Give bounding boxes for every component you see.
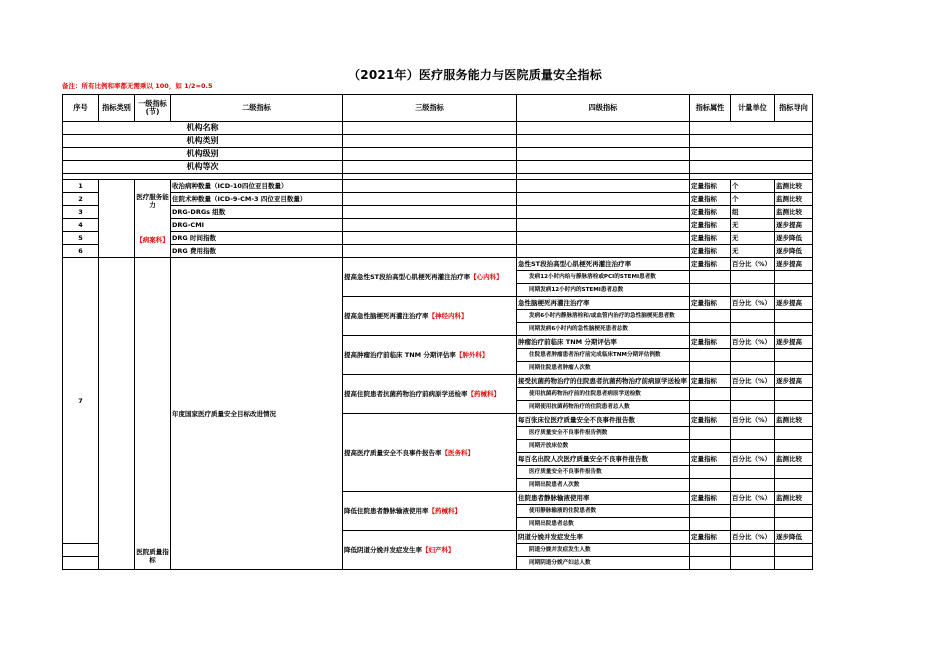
row-seq: 3 (78, 208, 83, 216)
group-unit: 百分比（%） (732, 533, 772, 541)
group-level3: 降低阴道分娩并发症发生率 【妇产科】 (344, 546, 455, 554)
group-level4: 发病12小时内给与静脉溶栓或PCI的STEMI患者数 (529, 274, 656, 280)
row-unit: 个 (732, 195, 739, 203)
group-level4: 同期发病6小时内的急性脑梗死患者总数 (529, 326, 628, 332)
group-dir: 监测比较 (776, 455, 802, 463)
row-level2: DRG-DRGs 组数 (172, 208, 226, 216)
group-level4: 同期开放床位数 (529, 443, 569, 449)
group-level4: 每百名出院人次医疗质量安全不良事件报告数 (518, 455, 648, 463)
row-seq: 1 (78, 182, 83, 190)
group-level4: 同期住院患者肿瘤人次数 (529, 365, 591, 371)
group-attr: 定量指标 (691, 494, 717, 502)
row7-level2: 年度国家医疗质量安全目标改进情况 (172, 409, 276, 418)
row-level2: DRG 费用指数 (172, 247, 216, 255)
group-level3: 提高急性ST段抬高型心肌梗死再灌注治疗率 【心内科】 (344, 273, 503, 281)
group-level4: 医疗质量安全不良事件报告数 (529, 469, 602, 475)
group-dir: 逐步提高 (776, 260, 802, 268)
note-text: 备注：所有比例和率都无需乘以 100，如 1/2=0.5 (62, 82, 213, 90)
category-service-capacity: 医疗服务能力 【病案科】 (136, 193, 169, 244)
category-quality: 医院质量指标 (136, 547, 169, 564)
row-seq: 2 (78, 195, 83, 203)
group-level3: 提高住院患者抗菌药物治疗前病原学送检率 【药械科】 (344, 390, 500, 398)
row-seq: 5 (78, 234, 83, 242)
group-level4: 阴道分娩并发症发生人数 (529, 547, 591, 553)
group-level4: 急性ST段抬高型心肌梗死再灌注治疗率 (518, 260, 632, 268)
group-level4: 同期出院患者人次数 (529, 482, 580, 488)
row-unit: 个 (732, 182, 739, 190)
row-dir: 逐步降低 (776, 234, 802, 242)
group-level4: 同期使用抗菌药物治疗的住院患者总人数 (529, 404, 630, 410)
group-level3: 提高急性脑梗死再灌注治疗率 【神经内科】 (344, 312, 468, 320)
group-unit: 百分比（%） (732, 416, 772, 424)
row7-seq: 7 (78, 396, 83, 405)
group-level3: 提高肿瘤治疗前临床 TNM 分期评估率 【肿外科】 (344, 351, 489, 359)
group-unit: 百分比（%） (732, 494, 772, 502)
row-level2: DRG 时间指数 (172, 234, 216, 242)
group-level3: 提高医疗质量安全不良事件报告率 【医务科】 (344, 448, 474, 457)
row-dir: 逐步降低 (776, 247, 802, 255)
group-level4: 阴道分娩并发症发生率 (518, 533, 583, 541)
org-row-label: 机构级别 (186, 149, 219, 158)
row-attr: 定量指标 (691, 247, 717, 255)
header-cat: 指标类别 (102, 103, 131, 112)
group-dir: 逐步降低 (776, 533, 802, 541)
row-seq: 6 (78, 247, 83, 255)
group-level4: 肿瘤治疗前临床 TNM 分期评估率 (518, 338, 617, 346)
row-attr: 定量指标 (691, 208, 717, 216)
row-attr: 定量指标 (691, 234, 717, 242)
group-dir: 逐步提高 (776, 299, 802, 307)
group-level3: 降低住院患者静脉输液使用率 【药械科】 (344, 507, 461, 515)
group-attr: 定量指标 (691, 299, 717, 307)
row-attr: 定量指标 (691, 182, 717, 190)
group-attr: 定量指标 (691, 533, 717, 541)
group-level4: 使用抗菌药物治疗前的住院患者病原学送检数 (529, 391, 641, 397)
row-seq: 4 (78, 221, 83, 229)
group-level4: 住院患者静脉输液使用率 (518, 494, 590, 502)
group-dir: 逐步提高 (776, 338, 802, 346)
group-level4: 接受抗菌药物治疗的住院患者抗菌药物治疗前病原学送检率 (518, 377, 687, 385)
group-attr: 定量指标 (691, 455, 717, 463)
group-unit: 百分比（%） (732, 455, 772, 463)
group-unit: 百分比（%） (732, 338, 772, 346)
row-attr: 定量指标 (691, 221, 717, 229)
header-attr: 指标属性 (695, 103, 725, 112)
group-level4: 住院患者肿瘤患者治疗前完成临床TNM分期评估例数 (529, 352, 661, 358)
group-dir: 监测比较 (776, 494, 802, 502)
indicator-table (62, 94, 812, 604)
page-title: （2021年）医疗服务能力与医院质量安全指标 (348, 68, 602, 82)
group-attr: 定量指标 (691, 338, 717, 346)
org-row-label: 机构等次 (186, 162, 219, 171)
group-dir: 逐步提高 (776, 377, 802, 385)
row-unit: 组 (732, 208, 739, 216)
group-level4: 每百张床位医疗质量安全不良事件报告数 (518, 416, 635, 424)
group-dir: 监测比较 (776, 416, 802, 424)
group-level4: 医疗质量安全不良事件报告例数 (529, 430, 608, 436)
group-unit: 百分比（%） (732, 377, 772, 385)
group-attr: 定量指标 (691, 260, 717, 268)
row-attr: 定量指标 (691, 195, 717, 203)
row-dir: 逐步提高 (776, 221, 802, 229)
header-seq: 序号 (73, 103, 88, 112)
row-unit: 无 (732, 234, 739, 242)
group-level4: 急性脑梗死再灌注治疗率 (518, 299, 590, 307)
header-l1: 一级指标(节) (138, 99, 167, 116)
header-l3: 三级指标 (415, 103, 444, 112)
row-dir: 监测比较 (776, 208, 802, 216)
group-unit: 百分比（%） (732, 299, 772, 307)
group-level4: 同期阴道分娩产妇总人数 (529, 560, 591, 566)
header-unit: 计量单位 (738, 103, 767, 112)
group-level4: 发病6小时内静脉溶栓和/或血管内治疗的急性脑梗死患者数 (529, 313, 675, 319)
row-dir: 监测比较 (776, 195, 802, 203)
row-level2: 收治病种数量（ICD-10四位亚目数量） (172, 182, 288, 190)
row-unit: 无 (732, 221, 739, 229)
group-attr: 定量指标 (691, 377, 717, 385)
group-level4: 使用静脉输液的住院患者数 (529, 508, 597, 514)
org-row-label: 机构名称 (186, 123, 219, 132)
row-dir: 监测比较 (776, 182, 802, 190)
row-level2: 住院术种数量（ICD-9-CM-3 四位亚目数量） (172, 195, 307, 203)
row-unit: 无 (732, 247, 739, 255)
group-level4: 同期出院患者总数 (529, 521, 574, 527)
row-level2: DRG-CMI (172, 221, 205, 229)
group-attr: 定量指标 (691, 416, 717, 424)
header-dir: 指标导向 (779, 103, 808, 112)
header-l2: 二级指标 (242, 103, 271, 112)
header-l4: 四级指标 (588, 103, 618, 112)
org-row-label: 机构类别 (186, 136, 219, 145)
group-unit: 百分比（%） (732, 260, 772, 268)
group-level4: 同期发病12小时内的STEMI患者总数 (529, 287, 624, 293)
